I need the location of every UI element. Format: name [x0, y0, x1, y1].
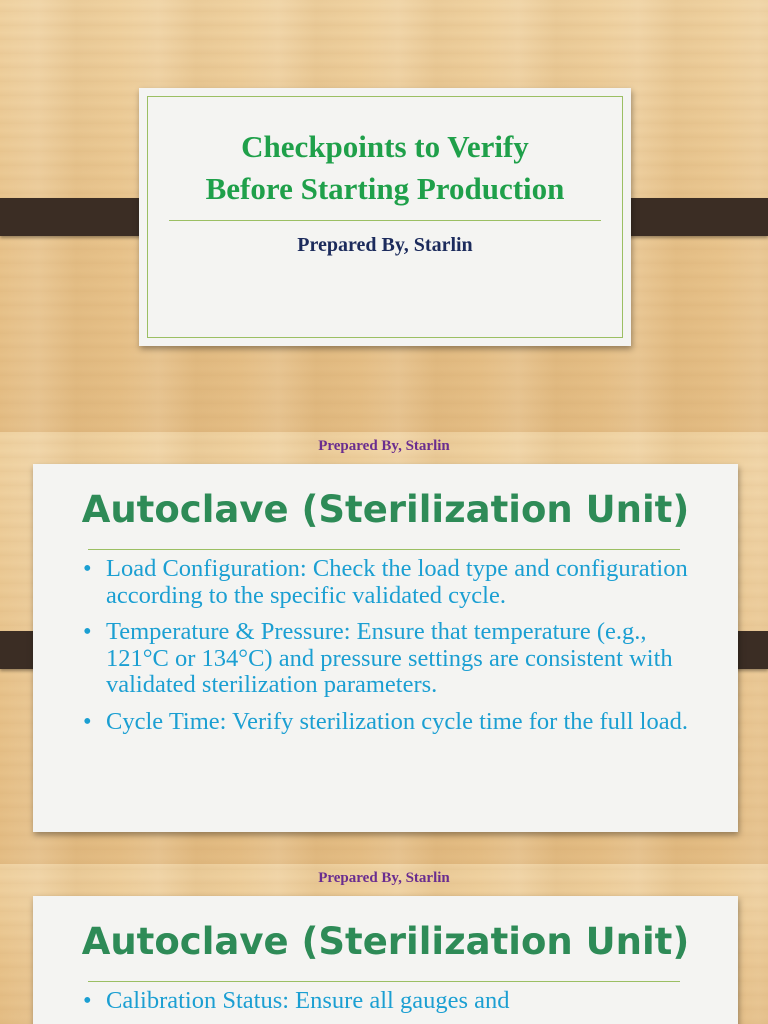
- list-item: [83, 556, 698, 609]
- right-accent-bar: [613, 198, 768, 236]
- title-card: [139, 88, 631, 346]
- bullet-text: Temperature & Pressure: Ensure that temperature (e.g., 121°C or 134°C) and pressure settings are consistent with validated sterilization parameters.: [106, 618, 673, 698]
- title-divider: [169, 220, 601, 221]
- content-card: [33, 464, 738, 832]
- list-item: [83, 619, 698, 699]
- slide-heading: Autoclave (Sterilization Unit): [81, 920, 690, 963]
- bullet-icon: •: [83, 707, 92, 735]
- bullet-icon: •: [83, 555, 92, 582]
- heading-divider: [88, 981, 680, 982]
- content-slide: [0, 432, 768, 864]
- title-slide: [0, 0, 768, 432]
- bullet-list: [83, 556, 698, 745]
- slide-footer: Prepared By, Starlin: [318, 438, 450, 454]
- bullet-icon: •: [83, 618, 92, 645]
- content-card: [33, 896, 738, 1024]
- bullet-text: Load Configuration: Check the load type and configuration according to the specific validated cycle.: [106, 555, 688, 609]
- slide-subtitle: Prepared By, Starlin: [297, 234, 473, 256]
- left-accent-bar: [0, 198, 155, 236]
- list-item: [83, 988, 698, 1015]
- heading-divider: [88, 549, 680, 550]
- bullet-text: Calibration Status: Ensure all gauges and: [106, 987, 510, 1014]
- bullet-text: Cycle Time: Verify sterilization cycle time for the full load.: [106, 707, 688, 735]
- slide-title-line2: Before Starting Production: [205, 171, 565, 206]
- bullet-list: [83, 988, 698, 1024]
- slide-title-line1: Checkpoints to Verify: [241, 129, 529, 164]
- slide-footer: Prepared By, Starlin: [318, 870, 450, 886]
- list-item: [83, 709, 698, 736]
- slide-title: [139, 126, 631, 210]
- slide-heading: Autoclave (Sterilization Unit): [81, 488, 690, 531]
- bullet-icon: •: [83, 987, 92, 1014]
- content-slide-partial: [0, 864, 768, 1024]
